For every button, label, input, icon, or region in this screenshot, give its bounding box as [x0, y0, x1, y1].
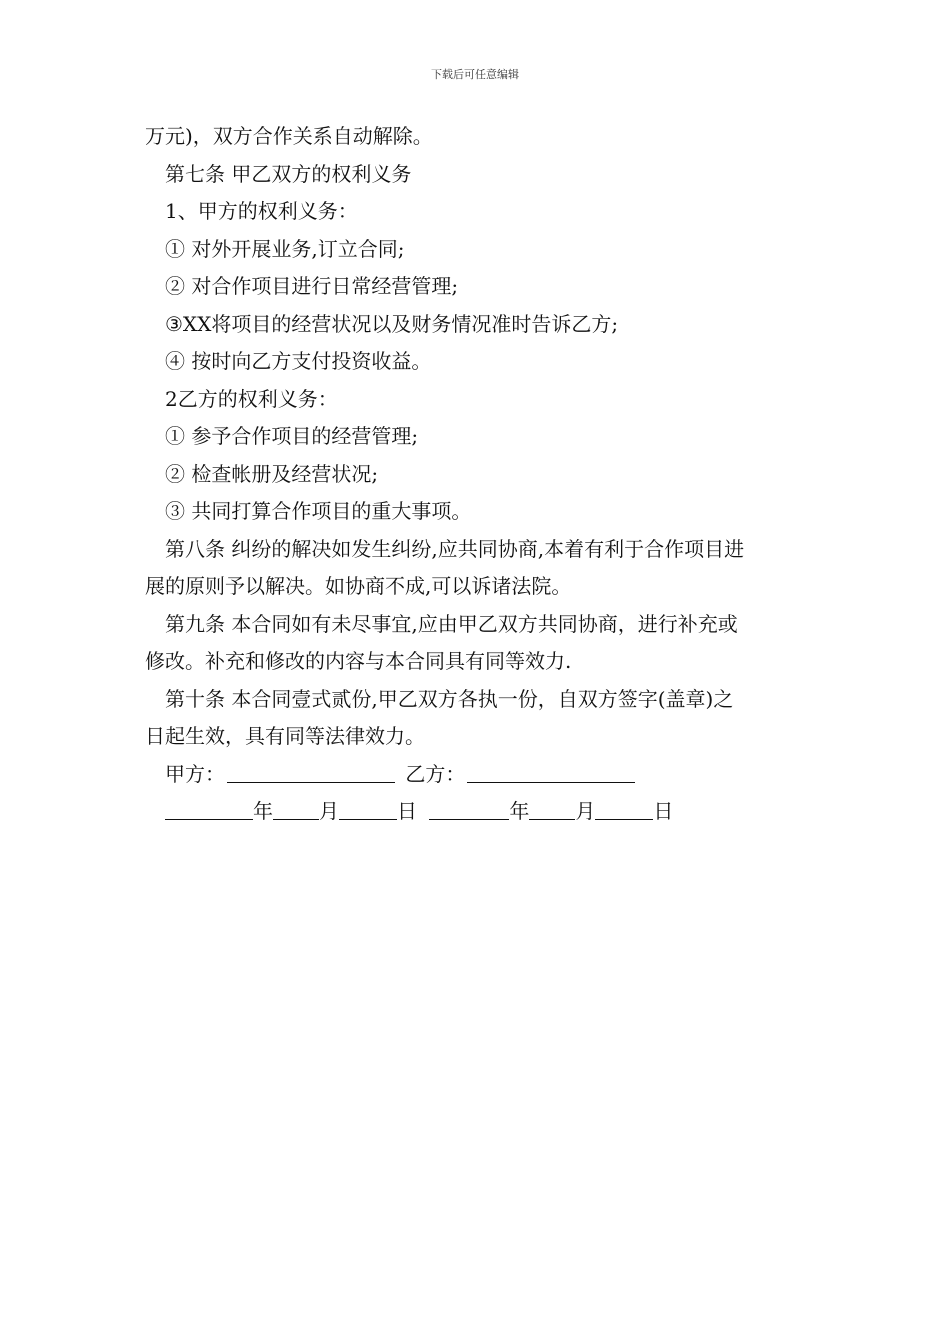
text-line: 展的原则予以解决。如协商不成,可以诉诸法院。: [145, 574, 572, 598]
document-body: [145, 118, 815, 831]
text-line: ④ 按时向乙方支付投资收益。: [165, 349, 432, 373]
party-a-month-label: 月: [319, 799, 339, 823]
party-a-day-label: 日: [397, 799, 417, 823]
party-b-month-label: 月: [575, 799, 596, 823]
text-line: ① 对外开展业务,订立合同;: [165, 236, 405, 261]
signature-row: [145, 756, 815, 794]
party-a-signature-blank: [227, 762, 395, 783]
party-b-label: 乙方：: [405, 761, 466, 786]
text-line: 第九条 本合同如有未尽事宜,应由甲乙双方共同协商，进行补充或: [165, 611, 738, 636]
text-line: ① 参予合作项目的经营管理;: [165, 424, 419, 448]
party-b-day-label: 日: [653, 799, 674, 823]
party-b-day-blank: [595, 799, 653, 820]
party-a-label: 甲方：: [165, 761, 225, 786]
date-row: [145, 793, 815, 831]
text-line: ③XX将项目的经营状况以及财务情况准时告诉乙方;: [165, 311, 619, 336]
text-line: 万元)，双方合作关系自动解除。: [145, 124, 433, 148]
text-line: 第十条 本合同壹式贰份,甲乙双方各执一份，自双方签字(盖章)之: [165, 686, 734, 711]
party-b-signature-blank: [467, 762, 635, 783]
text-line: 2乙方的权利义务：: [165, 386, 338, 411]
contract-text: [145, 118, 815, 756]
text-line: ③ 共同打算合作项目的重大事项。: [165, 499, 472, 523]
text-line: 1、甲方的权利义务：: [165, 199, 358, 223]
text-line: 日起生效，具有同等法律效力。: [145, 724, 425, 748]
party-a-year-label: 年: [253, 799, 273, 823]
text-line: ② 对合作项目进行日常经营管理;: [165, 274, 459, 298]
text-line: 第八条 纠纷的解决如发生纠纷,应共同协商,本着有利于合作项目进: [165, 536, 745, 561]
text-line: ② 检查帐册及经营状况;: [165, 461, 379, 486]
party-b-year-label: 年: [509, 799, 530, 823]
text-line: 修改。补充和修改的内容与本合同具有同等效力.: [145, 649, 572, 673]
party-a-year-blank: [165, 799, 253, 820]
party-a-day-blank: [339, 799, 397, 820]
party-b-month-blank: [529, 799, 575, 820]
text-line: 第七条 甲乙双方的权利义务: [165, 161, 412, 186]
party-a-month-blank: [273, 799, 319, 820]
party-b-year-blank: [429, 799, 509, 820]
page-header: 下载后可任意编辑: [431, 68, 519, 81]
